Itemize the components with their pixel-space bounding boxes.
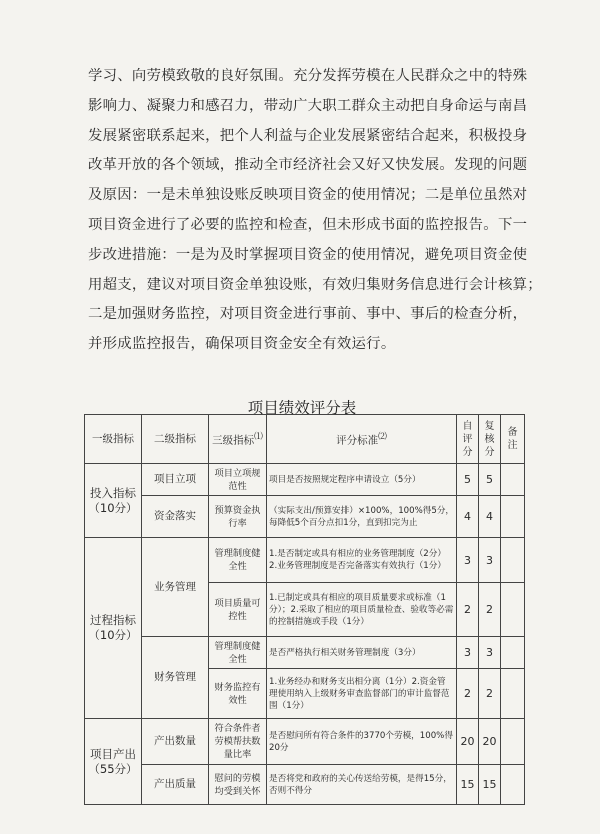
self-score-cell: 20 bbox=[457, 719, 479, 765]
table-row bbox=[85, 765, 525, 805]
table-row bbox=[85, 719, 525, 765]
paragraph-line: 二是加强财务监控，对项目资金进行事前、事中、事后的检查分析， bbox=[88, 306, 528, 323]
note-cell bbox=[501, 719, 525, 765]
header-standard-footnote: ⑵ bbox=[378, 431, 387, 442]
paragraph-line: 发展紧密联系起来，把个人利益与企业发展紧密结合起来，积极投身 bbox=[88, 127, 528, 144]
performance-score-table bbox=[84, 414, 525, 805]
l2-finance-mgmt: 财务管理 bbox=[142, 637, 209, 719]
note-cell bbox=[501, 538, 525, 583]
standard-cell: 项目是否按照规定程序申请设立（5分） bbox=[267, 464, 457, 496]
l2-output-qty: 产出数量 bbox=[142, 719, 209, 765]
paragraph-line: 及原因：一是未单独设账反映项目资金的使用情况；二是单位虽然对 bbox=[88, 187, 528, 204]
header-level3 bbox=[209, 415, 267, 464]
l3-cell: 管理制度健全性 bbox=[209, 637, 267, 669]
l3-cell: 项目立项规范性 bbox=[209, 464, 267, 496]
self-score-cell: 2 bbox=[457, 583, 479, 637]
header-level3-footnote: ⑴ bbox=[254, 431, 263, 442]
table-row bbox=[85, 496, 525, 538]
l2-business-mgmt: 业务管理 bbox=[142, 538, 209, 637]
review-score-cell: 20 bbox=[479, 719, 501, 765]
self-score-cell: 5 bbox=[457, 464, 479, 496]
header-level3-label: 三级指标 bbox=[212, 434, 255, 447]
review-score-cell: 4 bbox=[479, 496, 501, 538]
header-standard-label: 评分标准 bbox=[336, 434, 379, 447]
review-score-cell: 5 bbox=[479, 464, 501, 496]
review-score-cell: 2 bbox=[479, 669, 501, 719]
review-score-cell: 15 bbox=[479, 765, 501, 805]
header-self-score: 自评分 bbox=[457, 415, 479, 464]
note-cell bbox=[501, 464, 525, 496]
paragraph-line: 改革开放的各个领域，推动全市经济社会又好又快发展。发现的问题 bbox=[88, 157, 528, 174]
standard-cell: 是否慰问所有符合条件的3770个劳模，100%得20分 bbox=[267, 719, 457, 765]
paragraph-line: 项目资金进行了必要的监控和检查，但未形成书面的监控报告。下一 bbox=[88, 216, 528, 233]
paragraph-line: 并形成监控报告，确保项目资金安全有效运行。 bbox=[88, 336, 396, 353]
note-cell bbox=[501, 765, 525, 805]
header-review-score: 复核分 bbox=[479, 415, 501, 464]
paragraph-line: 影响力、凝聚力和感召力，带动广大职工群众主动把自身命运与南昌 bbox=[88, 97, 528, 114]
self-score-cell: 4 bbox=[457, 496, 479, 538]
self-score-cell: 15 bbox=[457, 765, 479, 805]
standard-cell: 1.已制定或具有相应的项目质量要求或标准（1分）；2.采取了相应的项目质量检查、验收等必需的控制措施或手段（1分） bbox=[267, 583, 457, 637]
review-score-cell: 2 bbox=[479, 583, 501, 637]
body-paragraph bbox=[88, 62, 542, 360]
l3-cell: 符合条件者劳模帮扶数量比率 bbox=[209, 719, 267, 765]
table-row bbox=[85, 464, 525, 496]
self-score-cell: 3 bbox=[457, 637, 479, 669]
self-score-cell: 3 bbox=[457, 538, 479, 583]
table-title: 项目绩效评分表 bbox=[247, 399, 357, 417]
standard-cell: 1.业务经办和财务支出相分离（1分）2.资金管理使用纳入上级财务审查监督部门的审计监督范围（1分） bbox=[267, 669, 457, 719]
header-standard bbox=[267, 415, 457, 464]
header-note: 备注 bbox=[501, 415, 525, 464]
note-cell bbox=[501, 583, 525, 637]
header-level2: 二级指标 bbox=[142, 415, 209, 464]
note-cell bbox=[501, 637, 525, 669]
standard-cell: 是否严格执行相关财务管理制度（3分） bbox=[267, 637, 457, 669]
self-score-cell: 2 bbox=[457, 669, 479, 719]
standard-cell: 是否将党和政府的关心传送给劳模，是得15分，否则不得分 bbox=[267, 765, 457, 805]
l3-cell: 慰问的劳模均受到关怀 bbox=[209, 765, 267, 805]
table-row bbox=[85, 637, 525, 669]
paragraph-line: 步改进措施：一是为及时掌握项目资金的使用情况，避免项目资金使 bbox=[88, 246, 528, 263]
standard-cell: （实际支出/预算安排）×100%，100%得5分，每降低5个百分点扣1分，直到扣完为止 bbox=[267, 496, 457, 538]
group-output: 项目产出（55分） bbox=[85, 719, 142, 805]
table-row bbox=[85, 538, 525, 583]
l3-cell: 预算资金执行率 bbox=[209, 496, 267, 538]
l3-cell: 财务监控有效性 bbox=[209, 669, 267, 719]
l3-cell: 管理制度健全性 bbox=[209, 538, 267, 583]
note-cell bbox=[501, 669, 525, 719]
l3-cell: 项目质量可控性 bbox=[209, 583, 267, 637]
review-score-cell: 3 bbox=[479, 538, 501, 583]
review-score-cell: 3 bbox=[479, 637, 501, 669]
group-input: 投入指标（10分） bbox=[85, 464, 142, 538]
l2-output-quality: 产出质量 bbox=[142, 765, 209, 805]
standard-cell: 1.是否制定或具有相应的业务管理制度（2分）2.业务管理制度是否完备落实有效执行（1分） bbox=[267, 538, 457, 583]
table-header-row bbox=[85, 415, 525, 464]
l2-project-setup: 项目立项 bbox=[142, 464, 209, 496]
l2-funds: 资金落实 bbox=[142, 496, 209, 538]
paragraph-line: 学习、向劳模致敬的良好氛围。充分发挥劳模在人民群众之中的特殊 bbox=[88, 68, 528, 84]
group-process: 过程指标（10分） bbox=[85, 538, 142, 719]
note-cell bbox=[501, 496, 525, 538]
paragraph-line: 用超支，建议对项目资金单独设账，有效归集财务信息进行会计核算； bbox=[88, 276, 542, 293]
header-level1: 一级指标 bbox=[85, 415, 142, 464]
